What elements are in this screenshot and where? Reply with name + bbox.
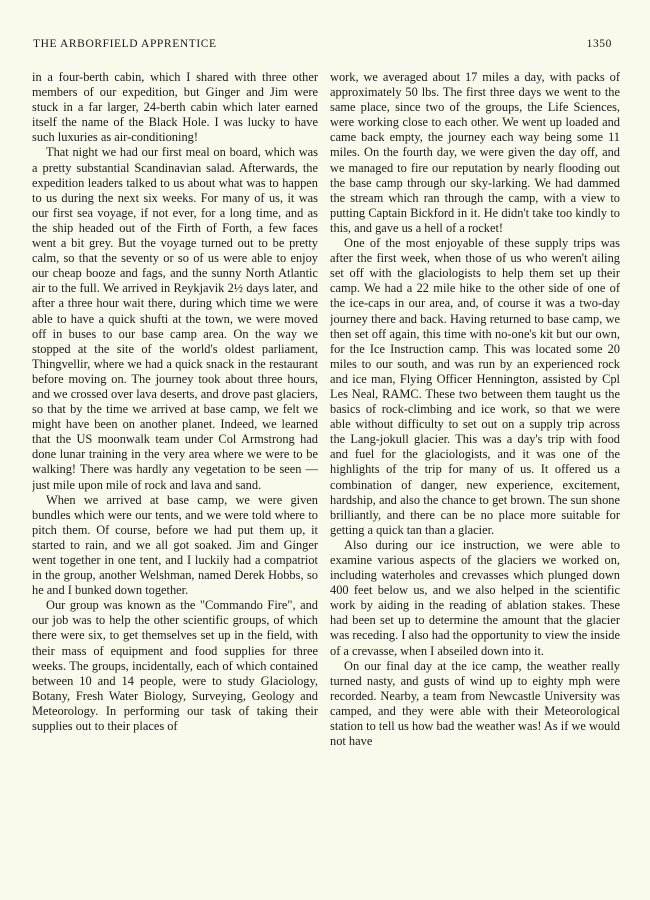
left-column (32, 70, 318, 890)
right-column (330, 70, 620, 890)
paragraph: work, we averaged about 17 miles a day, with packs of approximately 50 lbs. The first three days we went to the same place, since two of the groups, the Life Sciences, were working close to each other. We went up loaded and came back empty, the journey each way being some 11 miles. On the fourth day, we were given the day off, and we managed to fire our reputation by nearly flooding out the base camp through our sky-larking. We had dammed the stream which ran through the camp, with a view to putting Captain Bickford in it. He didn't take too kindly to this, and gave us a hell of a rocket! (330, 70, 620, 235)
paragraph: That night we had our first meal on board, which was a pretty substantial Scandinavian salad. Afterwards, the expedition leaders talked to us about what was to happen to us during the next six weeks. For many of us, it was our first sea voyage, if not ever, for a long time, and as the ship headed out of the Firth of Forth, a few faces went a bit grey. But the voyage turned out to be pretty calm, so that the seventy or so of us were able to enjoy our cheap booze and fags, and the sunny North Atlantic air to the full. We arrived in Reykjavik 2½ days later, and after a three hour wait there, during which time we were able to have a quick shufti at the town, we were moved off in buses to our base camp area. On the way we stopped at the site of the world's oldest parliament, Thingvellir, where we had a quick snack in the restaurant before moving on. The journey took about three hours, and we crossed over lava deserts, and drove past glaciers, so that by the time we arrived at base camp, we felt we might have been on another planet. Indeed, we learned that the US moonwalk team under Col Armstrong had done lunar training in the very area where we were to be walking! There was hardly any vegetation to be seen — just mile upon mile of rock and lava and sand. (32, 145, 318, 492)
paragraph: Our group was known as the "Commando Fire", and our job was to help the other scientific groups, of which there were six, to get themselves set up in the field, with their mass of equipment and food supplies for three weeks. The groups, incidentally, each of which contained between 10 and 14 people, were to study Glaciology, Botany, Fresh Water Biology, Surveying, Geology and Meteorology. In performing our task of taking their supplies out to their places of (32, 598, 318, 734)
paragraph: Also during our ice instruction, we were able to examine various aspects of the glaciers we worked on, including waterholes and crevasses which plunged down 400 feet below us, and we also helped in the scientific work by aiding in the reading of ablation stakes. These had been set up to determine the amount that the glacier was receding. I also had the opportunity to view the inside of a crevasse, when I abseiled down into it. (330, 537, 620, 658)
paragraph: One of the most enjoyable of these supply trips was after the first week, when those of us who weren't ailing set off with the glaciologists to help them set up their camp. We had a 22 mile hike to the other side of one of the ice-caps in our area, and, of course it was a two-day journey there and back. Having returned to base camp, we then set off again, this time with no-one's kit but our own, for the Ice Instruction camp. This was located some 20 miles to our south, and was run by an experienced rock and ice man, Flying Officer Hennington, assisted by Cpl Les Neal, RAMC. These two between them taught us the basics of rock-climbing and ice work, so that we were able without difficulty to set out on a supply trip across the Lang-jokull glacier. This was a day's trip with food and fuel for the glaciologists, and it was one of the highlights of the trip for many of us. It offered us a combination of danger, new experience, excitement, hardship, and also the chance to get brown. The sun shone brilliantly, and there can be no place more suitable for getting a quick tan than a glacier. (330, 236, 620, 537)
paragraph: in a four-berth cabin, which I shared with three other members of our expedition, but Ginger and Jim were stuck in a far larger, 24-berth cabin which later earned itself the name of the Black Hole. I was lucky to have such luxuries as air-conditioning! (32, 70, 318, 145)
paragraph: When we arrived at base camp, we were given bundles which were our tents, and we were told where to pitch them. Of course, before we had put them up, it started to rain, and we all got soaked. Jim and Ginger went together in one tent, and I luckily had a compatriot in the group, another Welshman, named Derek Hobbs, so he and I bunked down together. (32, 492, 318, 598)
page-number: 1350 (586, 38, 612, 50)
running-header (33, 38, 612, 54)
journal-title: THE ARBORFIELD APPRENTICE (33, 38, 217, 50)
paragraph: On our final day at the ice camp, the weather really turned nasty, and gusts of wind up to eighty mph were recorded. Nearby, a team from Newcastle University was camped, and they were able with their Meteorological station to tell us how bad the weather was! As if we would not have (330, 658, 620, 749)
